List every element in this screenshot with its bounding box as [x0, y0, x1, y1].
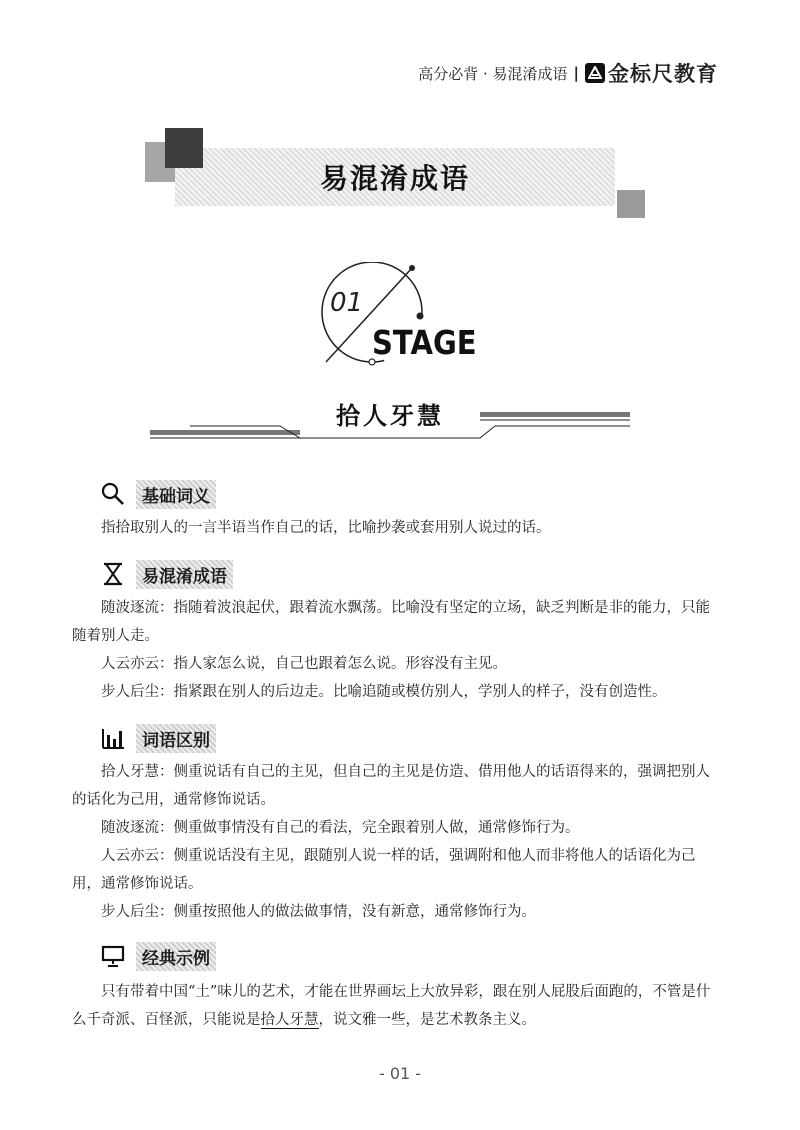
meaning-text: 指拾取别人的一言半语当作自己的话，比喻抄袭或套用别人说过的话。 [101, 520, 551, 536]
confusing-item [72, 650, 722, 678]
item-text: 侧重说话有自己的主见，但自己的主见是仿造、借用他人的话语得来的，强调把别人的话化为己用，通常修饰说话。 [72, 764, 710, 808]
title-banner [145, 128, 645, 218]
item-text: 指随着波浪起伏，跟着流水飘荡。比喻没有坚定的立场，缺乏判断是非的能力，只能随着别人走。 [72, 600, 710, 644]
item-text: 侧重说话没有主见，跟随别人说一样的话，强调附和他人而非将他人的话语化为己用，通常修饰说话。 [72, 848, 696, 892]
item-term: 步人后尘： [101, 684, 174, 700]
item-text: 侧重按照他人的做法做事情，没有新意，通常修饰行为。 [173, 904, 536, 920]
section-header-confusing [100, 560, 233, 588]
difference-item [72, 898, 722, 926]
search-icon [100, 481, 126, 507]
page-header [418, 58, 718, 88]
example-after: ，说文雅一些，是艺术教条主义。 [318, 1012, 536, 1028]
page-title: 易混淆成语 [319, 162, 470, 195]
item-term: 人云亦云： [101, 848, 174, 864]
stage-number: 01 [330, 288, 364, 318]
difference-item [72, 814, 722, 842]
item-term: 拾人牙慧： [101, 764, 174, 780]
section-title: 词语区别 [136, 724, 216, 753]
section-title: 基础词义 [136, 480, 216, 509]
brand-name: 金标尺教育 [608, 62, 718, 86]
section-title: 易混淆成语 [136, 560, 233, 589]
section-header-meaning [100, 480, 216, 508]
item-term: 随波逐流： [101, 600, 174, 616]
difference-item [72, 758, 722, 814]
item-term: 步人后尘： [101, 904, 174, 920]
section-header-example [100, 942, 216, 970]
bar-chart-icon [100, 725, 126, 751]
idiom-title: 拾人牙慧 [336, 401, 444, 430]
stage-label: STAGE [372, 323, 477, 362]
example-before: 只有带着中国“土”味儿的艺术，才能在世界画坛上大放异彩，跟在别人屁股后面跑的，不管是什么千奇派、百怪派，只能说是 [72, 984, 711, 1028]
difference-item [72, 842, 722, 898]
section-header-difference [100, 724, 216, 752]
hourglass-icon [100, 561, 126, 587]
item-term: 随波逐流： [101, 820, 174, 836]
item-term: 人云亦云： [101, 656, 174, 672]
title-decor-block [617, 190, 645, 218]
item-text: 指紧跟在别人的后边走。比喻追随或模仿别人，学别人的样子，没有创造性。 [173, 684, 667, 700]
header-subtitle: 高分必背 · 易混淆成语 [418, 64, 568, 83]
section-title: 经典示例 [136, 942, 216, 971]
brand-logo [585, 58, 718, 88]
page-number: - 01 - [378, 1064, 422, 1083]
brand-logo-icon [585, 63, 605, 83]
confusing-item [72, 678, 722, 706]
confusing-item [72, 594, 722, 650]
example-highlight: 拾人牙慧 [260, 1012, 319, 1028]
item-text: 指人家怎么说，自己也跟着怎么说。形容没有主见。 [173, 656, 507, 672]
item-text: 侧重做事情没有自己的看法，完全跟着别人做，通常修饰行为。 [173, 820, 580, 836]
header-separator: | [573, 64, 579, 82]
presentation-board-icon [100, 943, 126, 969]
example-text [72, 978, 722, 1034]
